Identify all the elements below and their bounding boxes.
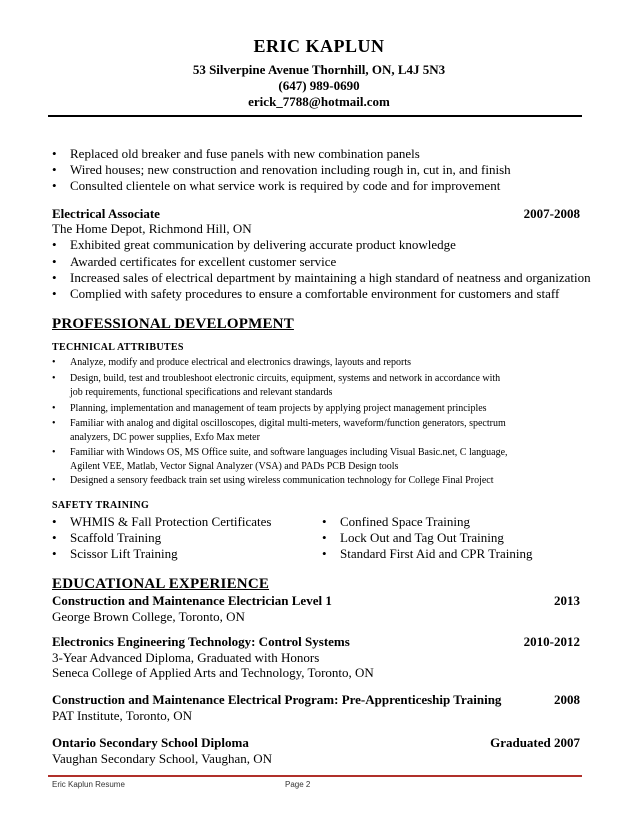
job-title: Electrical Associate [52, 206, 160, 221]
address: 53 Silverpine Avenue Thornhill, ON, L4J 5N3 [192, 62, 446, 77]
education-year: 2013 [554, 593, 580, 608]
education-year: Graduated 2007 [490, 735, 580, 750]
section-heading-education: EDUCATIONAL EXPERIENCE [52, 576, 270, 592]
footer-page-number: Page 2 [285, 780, 311, 789]
education-title: Construction and Maintenance Electrician Level 1 [52, 593, 332, 608]
footer-left: Eric Kaplun Resume [52, 780, 125, 789]
phone: (647) 989-0690 [278, 78, 360, 93]
education-institution: Seneca College of Applied Arts and Technology, Toronto, ON [52, 665, 374, 680]
employer: The Home Depot, Richmond Hill, ON [52, 221, 252, 236]
section-heading-professional-development: PROFESSIONAL DEVELOPMENT [52, 316, 294, 332]
list-item-continuation: Agilent VEE, Matlab, Vector Signal Analyzer (VSA) and PADs PCB Design tools [70, 461, 399, 472]
education-year: 2010-2012 [523, 634, 580, 649]
list-item-continuation: job requirements, functional specifications and relevant standards [70, 387, 333, 398]
education-title: Electronics Engineering Technology: Control Systems [52, 634, 350, 649]
education-detail: 3-Year Advanced Diploma, Graduated with Honors [52, 650, 320, 665]
education-title: Ontario Secondary School Diploma [52, 735, 249, 750]
resume-name: ERIC KAPLUN [253, 36, 385, 56]
email: erick_7788@hotmail.com [248, 94, 390, 109]
education-institution: Vaughan Secondary School, Vaughan, ON [52, 751, 272, 766]
education-institution: PAT Institute, Toronto, ON [52, 708, 193, 723]
footer-divider [48, 775, 582, 777]
header-divider [48, 115, 582, 117]
education-institution: George Brown College, Toronto, ON [52, 609, 245, 624]
job-years: 2007-2008 [523, 206, 580, 221]
education-year: 2008 [554, 692, 580, 707]
subheading-technical-attributes: TECHNICAL ATTRIBUTES [52, 342, 184, 353]
subheading-safety-training: SAFETY TRAINING [52, 500, 150, 511]
list-item-continuation: analyzers, DC power supplies, Exfo Max meter [70, 432, 260, 443]
education-title: Construction and Maintenance Electrical Program: Pre-Apprenticeship Training [52, 692, 502, 707]
